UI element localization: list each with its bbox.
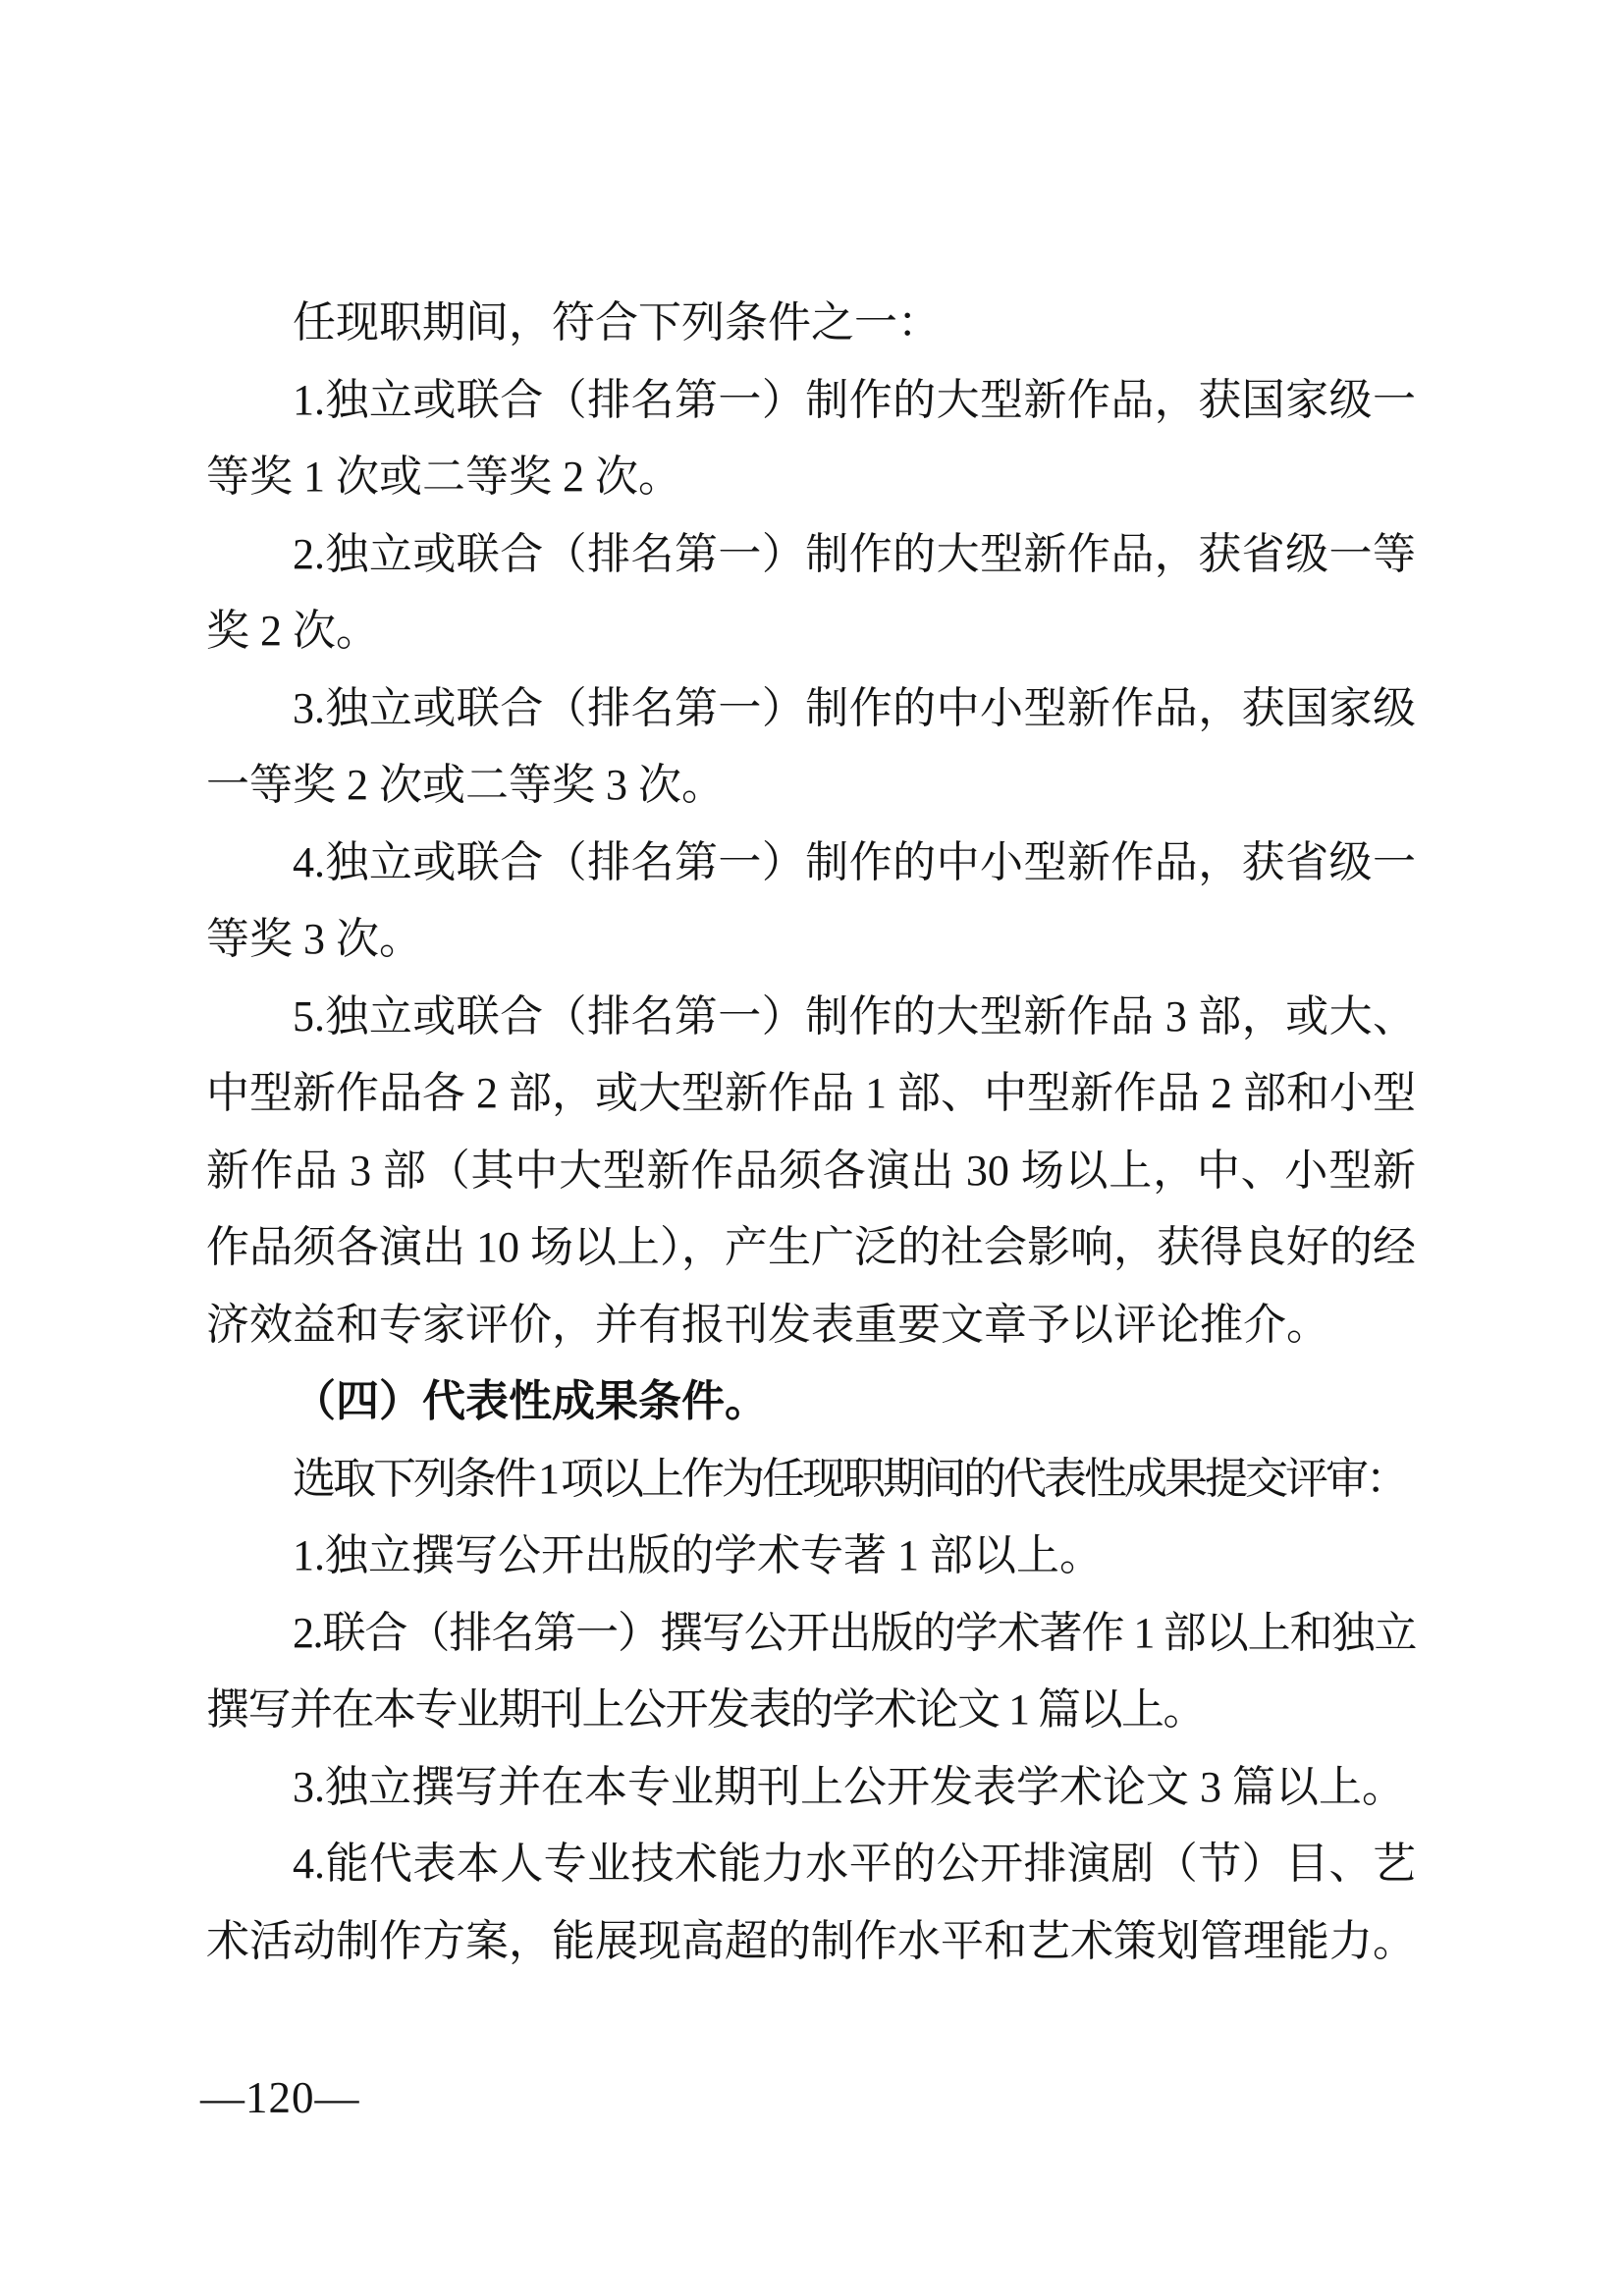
rep-condition-4: 4.能代表本人专业技术能力水平的公开排演剧（节）目、艺术活动制作方案，能展现高超的制作水平和艺术策划管理能力。	[206, 1840, 1416, 1965]
section-heading: （四）代表性成果条件。	[293, 1377, 768, 1425]
award-condition-4: 4.独立或联合（排名第一）制作的中小型新作品，获省级一等奖 3 次。	[206, 837, 1416, 963]
page-number: —120—	[200, 2073, 360, 2122]
award-condition-1: 1.独立或联合（排名第一）制作的大型新作品，获国家级一等奖 1 次或二等奖 2 次。	[206, 375, 1416, 501]
award-condition-5: 5.独立或联合（排名第一）制作的大型新作品 3 部，或大、中型新作品各 2 部，或大型新作品 1 部、中型新作品 2 部和小型新作品 3 部（其中大型新作品须各演出 30 场以上，中、小型新作品须各演出 10 场以上），产生广泛的社会影响，获得良好的经济效益和专家评价，并有报刊发表重要文章予以评论推介。	[206, 991, 1416, 1349]
document-body	[206, 285, 1416, 1980]
rep-condition-2: 2.联合（排名第一）撰写公开出版的学术著作 1 部以上和独立撰写并在本专业期刊上公开发表的学术论文 1 篇以上。	[206, 1608, 1416, 1734]
rep-condition-1: 1.独立撰写公开出版的学术专著 1 部以上。	[293, 1531, 1103, 1579]
award-condition-2: 2.独立或联合（排名第一）制作的大型新作品，获省级一等奖 2 次。	[206, 529, 1416, 655]
rep-condition-3: 3.独立撰写并在本专业期刊上公开发表学术论文 3 篇以上。	[293, 1762, 1405, 1811]
rep-achievements-intro: 选取下列条件 1 项以上作为任现职期间的代表性成果提交评审：	[293, 1454, 1406, 1503]
award-condition-3: 3.独立或联合（排名第一）制作的中小型新作品，获国家级一等奖 2 次或二等奖 3 次。	[206, 683, 1416, 809]
intro-line: 任现职期间，符合下列条件之一：	[293, 298, 941, 347]
